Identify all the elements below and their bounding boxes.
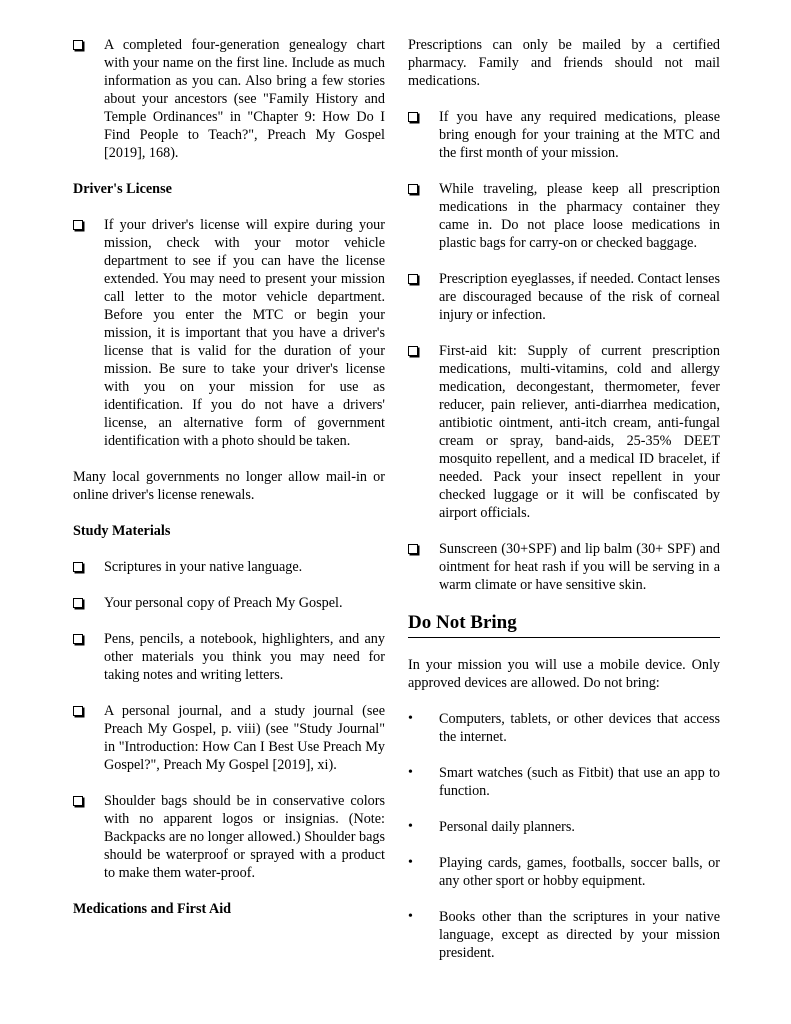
bullet-item-text: Smart watches (such as Fitbit) that use an app to function. — [439, 765, 720, 799]
bullet-item — [408, 854, 720, 890]
checklist-item-text: While traveling, please keep all prescription medications in the pharmacy container they came in. Do not place loose medications in plastic bags for carry-on or checked baggage. — [439, 181, 720, 251]
checkbox-icon — [408, 112, 418, 122]
bullet-icon: • — [408, 711, 413, 726]
checklist-item-text: First-aid kit: Supply of current prescription medications, multi-vitamins, cold and allergy medication, decongestant, thermometer, fever reducer, pain reliever, anti-diarrhea medication, antibiotic ointment, anti-itch cream, anti-fungal cream or spray, band-aids, 25-35% DEET mosquito repellent, and a medical ID bracelet, if needed. Pack your insect repellent in your checked luggage or it will be confiscated by airport officials. — [439, 343, 720, 521]
bullet-icon: • — [408, 765, 413, 780]
bullet-icon: • — [408, 819, 413, 834]
checkbox-icon — [73, 634, 83, 644]
checklist-item-text: If your driver's license will expire during your mission, check with your motor vehicle department to see if you can have the license extended. You may need to present your mission call letter to the motor vehicle department. Before you enter the MTC or begin your mission, it is important that you have a driver's license that is valid for the duration of your mission. Be sure to take your driver's license with you on your mission for use as identification. If you do not have a drivers' license, an alternative form of government identification with a photo should be taken. — [104, 217, 385, 449]
checkbox-icon — [73, 598, 83, 608]
bullet-item — [408, 764, 720, 800]
checkbox-icon — [73, 706, 83, 716]
section-heading-study-materials: Study Materials — [73, 523, 171, 539]
section-heading-do-not-bring: Do Not Bring — [408, 612, 720, 638]
checklist-item — [408, 108, 720, 162]
checkbox-icon — [73, 220, 83, 230]
checklist-item — [73, 594, 385, 612]
checklist-item — [73, 558, 385, 576]
checklist-item — [73, 630, 385, 684]
checklist-item-text: Scriptures in your native language. — [104, 559, 303, 575]
checklist-item-text: Sunscreen (30+SPF) and lip balm (30+ SPF) and ointment for heat rash if you will be serving in a warm climate or have sensitive skin. — [439, 541, 720, 593]
checklist-item — [408, 270, 720, 324]
checklist-item-text: Prescription eyeglasses, if needed. Contact lenses are discouraged because of the risk of corneal injury or infection. — [439, 271, 720, 323]
bullet-item-text: Computers, tablets, or other devices that access the internet. — [439, 711, 720, 745]
section-heading-drivers-license: Driver's License — [73, 181, 172, 197]
bullet-icon: • — [408, 909, 413, 924]
bullet-item — [408, 818, 720, 836]
drivers-license-note: Many local governments no longer allow mail-in or online driver's license renewals. — [73, 469, 385, 503]
checklist-item — [408, 540, 720, 594]
prescriptions-note: Prescriptions can only be mailed by a certified pharmacy. Family and friends should not mail medications. — [408, 37, 720, 89]
left-column — [73, 36, 385, 936]
checkbox-icon — [73, 796, 83, 806]
checkbox-icon — [73, 40, 83, 50]
checklist-item-text: Your personal copy of Preach My Gospel. — [104, 595, 343, 611]
checklist-item — [73, 702, 385, 774]
checklist-item-text: A personal journal, and a study journal (see Preach My Gospel, p. viii) (see "Study Journal" in "Introduction: How Can I Best Use Preach My Gospel?", Preach My Gospel [2019], xi). — [104, 703, 385, 773]
checkbox-icon — [408, 346, 418, 356]
checkbox-icon — [408, 274, 418, 284]
checklist-item — [408, 342, 720, 522]
checklist-item-genealogy — [73, 36, 385, 162]
checklist-item-text: Pens, pencils, a notebook, highlighters, and any other materials you think you may need for taking notes and writing letters. — [104, 631, 385, 683]
bullet-icon: • — [408, 855, 413, 870]
checklist-item-text: Shoulder bags should be in conservative colors with no apparent logos or insignias. (Note: Backpacks are no longer allowed.) Shoulder bags should be waterproof or sprayed with a product to make them water-proof. — [104, 793, 385, 881]
bullet-item-text: Personal daily planners. — [439, 819, 575, 835]
bullet-item-text: Playing cards, games, footballs, soccer balls, or any other sport or hobby equipment. — [439, 855, 720, 889]
checkbox-icon — [408, 544, 418, 554]
checkbox-icon — [73, 562, 83, 572]
checklist-item-text: If you have any required medications, please bring enough for your training at the MTC and the first month of your mission. — [439, 109, 720, 161]
checkbox-icon — [408, 184, 418, 194]
checklist-item — [408, 180, 720, 252]
do-not-bring-intro: In your mission you will use a mobile device. Only approved devices are allowed. Do not bring: — [408, 657, 720, 691]
checklist-item-drivers-license — [73, 216, 385, 450]
checklist-item — [73, 792, 385, 882]
checklist-item-text: A completed four-generation genealogy chart with your name on the first line. Include as much information as you can. Also bring a few stories about your ancestors (see "Family History and Temple Ordinances" in "Chapter 9: How Do I Find People to Teach?", Preach My Gospel [2019], 168). — [104, 37, 385, 161]
bullet-item — [408, 710, 720, 746]
right-column — [408, 36, 720, 980]
bullet-item-text: Books other than the scriptures in your native language, except as directed by your mission president. — [439, 909, 720, 961]
section-heading-medications: Medications and First Aid — [73, 901, 232, 917]
bullet-item — [408, 908, 720, 962]
